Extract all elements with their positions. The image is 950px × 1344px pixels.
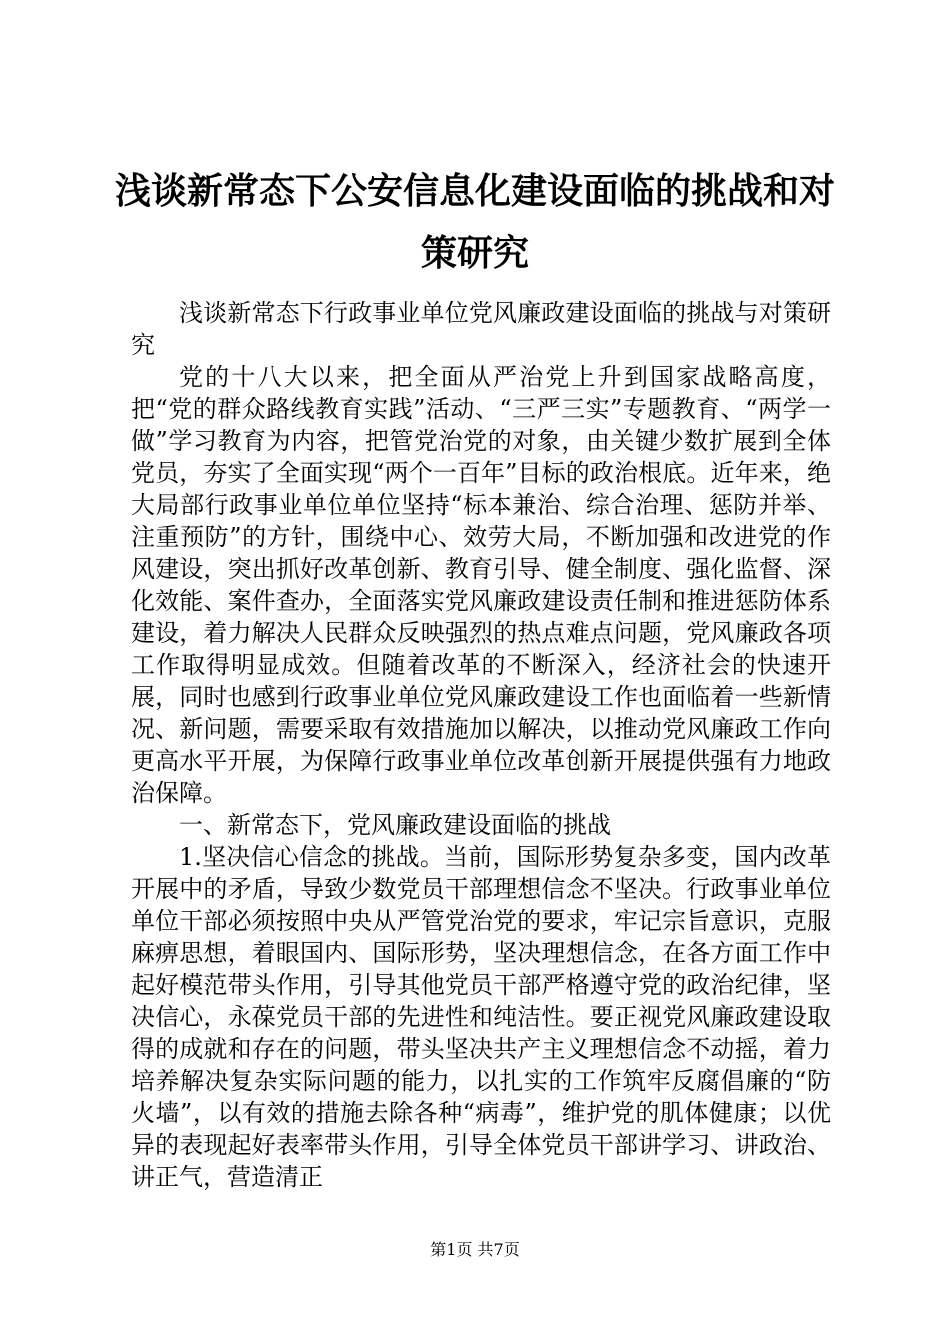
paragraph-point-1: 1.坚决信心信念的挑战。当前，国际形势复杂多变，国内改革开展中的矛盾，导致少数党员干部理想信念不坚决。行政事业单位单位干部必须按照中央从严管党治党的要求，牢记宗旨意识，克服麻痹思想，着眼国内、国际形势，坚决理想信念，在各方面工作中起好模范带头作用，引导其他党员干部严格遵守党的政治纪律，坚决信心，永葆党员干部的先进性和纯洁性。要正视党风廉政建设取得的成就和存在的问题，带头坚决共产主义理想信念不动摇，着力培养解决复杂实际问题的能力，以扎实的工作筑牢反腐倡廉的“防火墙”，以有效的措施去除各种“病毒”，维护党的肌体健康；以优异的表现起好表率带头作用，引导全体党员干部讲学习、讲政治、讲正气，营造清正 bbox=[131, 843, 831, 1191]
document-title: 浅谈新常态下公安信息化建设面临的挑战和对策研究 bbox=[115, 170, 836, 274]
document-body bbox=[131, 297, 831, 1193]
page-footer: 第1页 共7页 bbox=[430, 1240, 520, 1259]
section-heading-1: 一、新常态下，党风廉政建设面临的挑战 bbox=[179, 811, 611, 839]
paragraph-intro: 党的十八大以来，把全面从严治党上升到国家战略高度，把“党的群众路线教育实践”活动、“三严三实”专题教育、“两学一做”学习教育为内容，把管党治党的对象，由关键少数扩展到全体党员，夯实了全面实现“两个一百年”目标的政治根底。近年来，绝大局部行政事业单位单位坚持“标本兼治、综合治理、惩防并举、注重预防”的方针，围绕中心、效劳大局，不断加强和改进党的作风建设，突出抓好改革创新、教育引导、健全制度、强化监督、深化效能、案件查办，全面落实党风廉政建设责任制和推进惩防体系建设，着力解决人民群众反映强烈的热点难点问题，党风廉政各项工作取得明显成效。但随着改革的不断深入，经济社会的快速开展，同时也感到行政事业单位党风廉政建设工作也面临着一些新情况、新问题，需要采取有效措施加以解决，以推动党风廉政工作向更高水平开展，为保障行政事业单位改革创新开展提供强有力地政治保障。 bbox=[131, 363, 831, 807]
paragraph-subtitle: 浅谈新常态下行政事业单位党风廉政建设面临的挑战与对策研究 bbox=[131, 299, 831, 359]
